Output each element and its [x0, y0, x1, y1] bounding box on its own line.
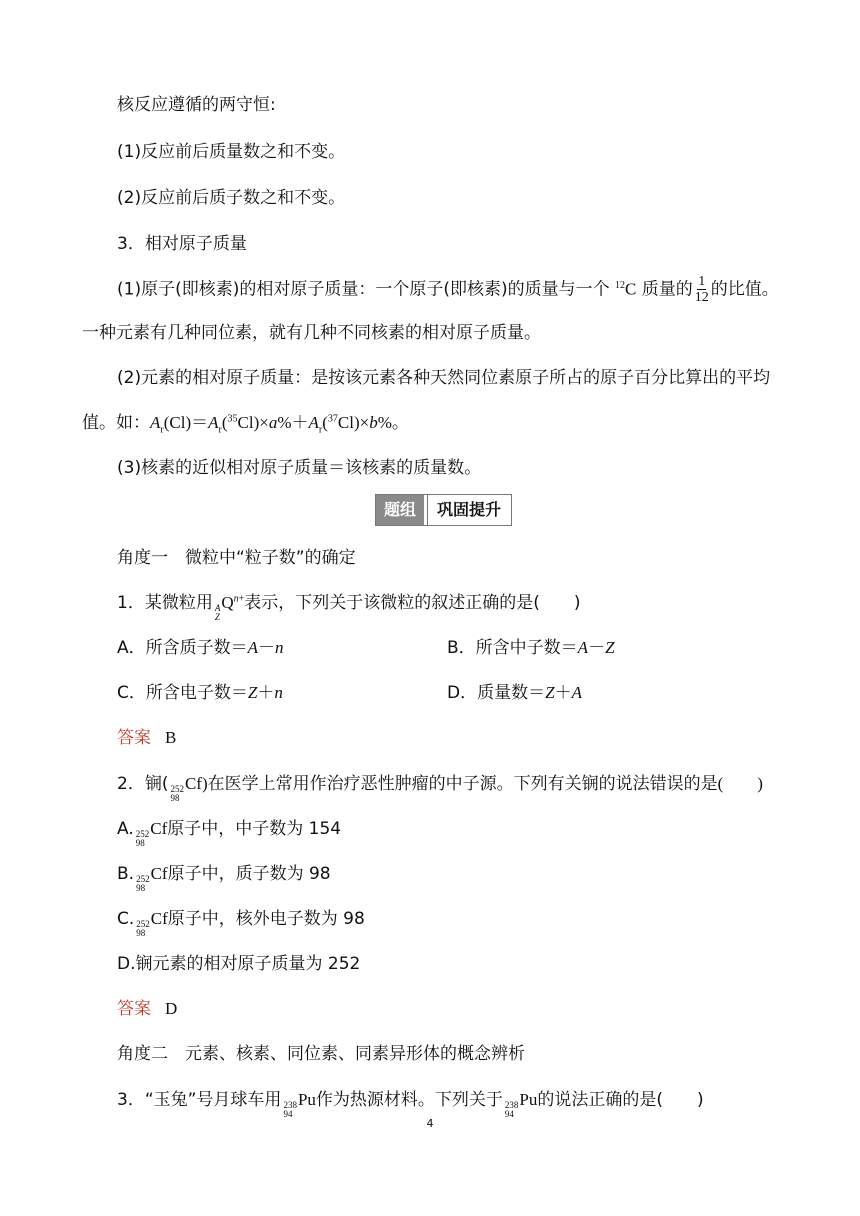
approx-relative-mass-def: (3)核素的近似相对原子质量＝该核素的质量数。	[117, 458, 482, 478]
question-2-answer: 答案 D	[117, 999, 178, 1019]
relative-atomic-mass-def-1: (1)原子(即核素)的相对原子质量：一个原子(即核素)的质量与一个 $^{12}$C 质量的 $\frac{1}{12}$ 的比值。	[117, 274, 779, 305]
question-2-option-d: D.锎元素的相对原子质量为 252	[117, 954, 361, 974]
question-1-answer: 答案 B	[117, 728, 177, 748]
question-2-stem: 2．锎( 252 98 Cf)在医学上常用作治疗恶性肿瘤的中子源。下列有关锎的说法错误的是( )	[117, 774, 763, 803]
section-3-heading: 3．相对原子质量	[117, 234, 247, 254]
fraction-one-twelfth: $\frac{1}{12}$	[694, 274, 709, 305]
question-2-option-a: A. 252 98 Cf原子中，中子数为 154	[117, 819, 342, 848]
question-2-option-b: B. 252 98 Cf原子中，质子数为 98	[117, 864, 331, 893]
page-number: 4	[426, 1117, 434, 1130]
question-1-option-d: D．质量数＝Z＋A	[447, 683, 582, 703]
intro-title: 核反应遵循的两守恒:	[117, 95, 276, 115]
badge-label-left: 题组	[376, 495, 424, 525]
question-3-stem: 3．“玉兔”号月球车用 238 94 Pu作为热源材料。下列关于 238 94 Pu的说法正确的是( )	[117, 1090, 704, 1119]
question-2-option-c: C. 252 98 Cf原子中，核外电子数为 98	[117, 909, 365, 938]
nuclide-notation: A Z	[214, 603, 221, 622]
conservation-rule-1: (1)反应前后质量数之和不变。	[117, 142, 346, 162]
conservation-rule-2: (2)反应前后质子数之和不变。	[117, 188, 346, 208]
question-1-option-a: A．所含质子数＝A－n	[117, 638, 284, 658]
exercise-group-badge	[375, 494, 512, 526]
question-1-option-b: B．所含中子数＝A－Z	[447, 638, 615, 658]
question-1-stem: 1．某微粒用 A Z $Q^{n+}$表示，下列关于该微粒的叙述正确的是( )	[117, 593, 581, 622]
angle-1-heading: 角度一 微粒中“粒子数”的确定	[117, 548, 356, 568]
angle-2-heading: 角度二 元素、核素、同位素、同素异形体的概念辨析	[117, 1044, 525, 1064]
element-relative-mass-def: (2)元素的相对原子质量：是按该元素各种天然同位素原子所占的原子百分比算出的平均	[117, 368, 771, 388]
element-relative-mass-formula: 值。如：$A_r(Cl)=A_r(^{35}Cl)\times a\%+A_r(^{37}Cl)\times b\%$。	[82, 413, 409, 436]
relative-atomic-mass-def-1-cont: 一种元素有几种同位素，就有几种不同核素的相对原子质量。	[82, 323, 541, 343]
question-1-option-c: C．所含电子数＝Z＋n	[117, 683, 283, 703]
badge-label-right: 巩固提升	[424, 495, 511, 525]
